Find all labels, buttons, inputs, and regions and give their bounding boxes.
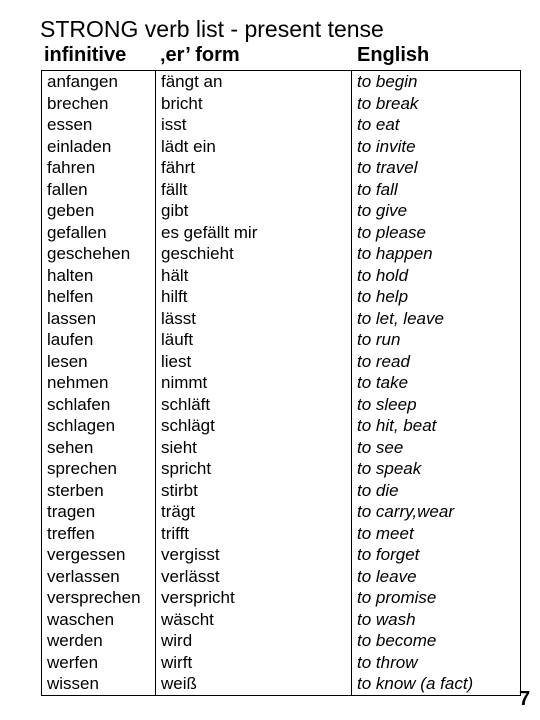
er-form-cell: vergisst xyxy=(156,544,352,566)
table-row xyxy=(42,415,521,437)
infinitive-cell: nehmen xyxy=(42,372,156,394)
table-row xyxy=(42,200,521,222)
er-form-cell: hält xyxy=(156,265,352,287)
infinitive-cell: tragen xyxy=(42,501,156,523)
english-cell: to begin xyxy=(352,71,521,93)
infinitive-cell: gefallen xyxy=(42,222,156,244)
english-cell: to know (a fact) xyxy=(352,673,521,695)
table-row xyxy=(42,437,521,459)
english-cell: to speak xyxy=(352,458,521,480)
er-form-cell: trifft xyxy=(156,523,352,545)
table-row xyxy=(42,566,521,588)
infinitive-cell: sprechen xyxy=(42,458,156,480)
table-row xyxy=(42,286,521,308)
english-cell: to invite xyxy=(352,136,521,158)
infinitive-cell: anfangen xyxy=(42,71,156,93)
english-cell: to travel xyxy=(352,157,521,179)
table-row xyxy=(42,458,521,480)
table-row xyxy=(42,652,521,674)
english-cell: to become xyxy=(352,630,521,652)
infinitive-cell: einladen xyxy=(42,136,156,158)
er-form-cell: hilft xyxy=(156,286,352,308)
er-form-cell: wäscht xyxy=(156,609,352,631)
table-row xyxy=(42,329,521,351)
table-row xyxy=(42,372,521,394)
english-cell: to fall xyxy=(352,179,521,201)
table-row xyxy=(42,351,521,373)
infinitive-cell: waschen xyxy=(42,609,156,631)
er-form-cell: lädt ein xyxy=(156,136,352,158)
column-header-english: English xyxy=(357,44,430,66)
table-row xyxy=(42,179,521,201)
table-row xyxy=(42,71,521,93)
english-cell: to hit, beat xyxy=(352,415,521,437)
er-form-cell: schläft xyxy=(156,394,352,416)
infinitive-cell: schlafen xyxy=(42,394,156,416)
table-row xyxy=(42,587,521,609)
infinitive-cell: schlagen xyxy=(42,415,156,437)
infinitive-cell: geben xyxy=(42,200,156,222)
er-form-cell: weiß xyxy=(156,673,352,695)
table-row xyxy=(42,480,521,502)
english-cell: to please xyxy=(352,222,521,244)
er-form-cell: bricht xyxy=(156,93,352,115)
english-cell: to let, leave xyxy=(352,308,521,330)
er-form-cell: spricht xyxy=(156,458,352,480)
infinitive-cell: werfen xyxy=(42,652,156,674)
er-form-cell: verspricht xyxy=(156,587,352,609)
infinitive-cell: werden xyxy=(42,630,156,652)
table-row xyxy=(42,609,521,631)
infinitive-cell: wissen xyxy=(42,673,156,695)
infinitive-cell: halten xyxy=(42,265,156,287)
er-form-cell: läuft xyxy=(156,329,352,351)
english-cell: to happen xyxy=(352,243,521,265)
infinitive-cell: laufen xyxy=(42,329,156,351)
table-row xyxy=(42,136,521,158)
english-cell: to carry,wear xyxy=(352,501,521,523)
table-row xyxy=(42,673,521,695)
table-row xyxy=(42,523,521,545)
er-form-cell: schlägt xyxy=(156,415,352,437)
infinitive-cell: sehen xyxy=(42,437,156,459)
english-cell: to give xyxy=(352,200,521,222)
english-cell: to die xyxy=(352,480,521,502)
english-cell: to leave xyxy=(352,566,521,588)
infinitive-cell: geschehen xyxy=(42,243,156,265)
english-cell: to wash xyxy=(352,609,521,631)
table-row xyxy=(42,394,521,416)
english-cell: to help xyxy=(352,286,521,308)
table-row xyxy=(42,501,521,523)
column-header-er-form: ‚er’ form xyxy=(160,44,240,66)
table-row xyxy=(42,243,521,265)
infinitive-cell: brechen xyxy=(42,93,156,115)
english-cell: to break xyxy=(352,93,521,115)
er-form-cell: lässt xyxy=(156,308,352,330)
er-form-cell: gibt xyxy=(156,200,352,222)
er-form-cell: liest xyxy=(156,351,352,373)
english-cell: to forget xyxy=(352,544,521,566)
english-cell: to eat xyxy=(352,114,521,136)
english-cell: to hold xyxy=(352,265,521,287)
er-form-cell: sieht xyxy=(156,437,352,459)
infinitive-cell: lesen xyxy=(42,351,156,373)
english-cell: to throw xyxy=(352,652,521,674)
infinitive-cell: vergessen xyxy=(42,544,156,566)
infinitive-cell: fallen xyxy=(42,179,156,201)
table-row xyxy=(42,114,521,136)
english-cell: to see xyxy=(352,437,521,459)
table-row xyxy=(42,630,521,652)
table-row xyxy=(42,308,521,330)
infinitive-cell: helfen xyxy=(42,286,156,308)
page-title: STRONG verb list - present tense xyxy=(40,16,384,42)
page-number: 7 xyxy=(519,688,531,710)
english-cell: to read xyxy=(352,351,521,373)
er-form-cell: isst xyxy=(156,114,352,136)
er-form-cell: stirbt xyxy=(156,480,352,502)
er-form-cell: verlässt xyxy=(156,566,352,588)
english-cell: to take xyxy=(352,372,521,394)
er-form-cell: fängt an xyxy=(156,71,352,93)
infinitive-cell: sterben xyxy=(42,480,156,502)
english-cell: to run xyxy=(352,329,521,351)
infinitive-cell: treffen xyxy=(42,523,156,545)
table-row xyxy=(42,93,521,115)
infinitive-cell: essen xyxy=(42,114,156,136)
english-cell: to sleep xyxy=(352,394,521,416)
table-row xyxy=(42,157,521,179)
verb-table xyxy=(41,70,521,696)
er-form-cell: fällt xyxy=(156,179,352,201)
er-form-cell: wirft xyxy=(156,652,352,674)
er-form-cell: nimmt xyxy=(156,372,352,394)
table-row xyxy=(42,265,521,287)
english-cell: to meet xyxy=(352,523,521,545)
table-row xyxy=(42,544,521,566)
table-row xyxy=(42,222,521,244)
er-form-cell: trägt xyxy=(156,501,352,523)
infinitive-cell: verlassen xyxy=(42,566,156,588)
infinitive-cell: versprechen xyxy=(42,587,156,609)
infinitive-cell: fahren xyxy=(42,157,156,179)
er-form-cell: fährt xyxy=(156,157,352,179)
english-cell: to promise xyxy=(352,587,521,609)
er-form-cell: geschieht xyxy=(156,243,352,265)
verb-table-body xyxy=(42,71,521,696)
infinitive-cell: lassen xyxy=(42,308,156,330)
er-form-cell: es gefällt mir xyxy=(156,222,352,244)
column-header-infinitive: infinitive xyxy=(44,44,127,66)
er-form-cell: wird xyxy=(156,630,352,652)
